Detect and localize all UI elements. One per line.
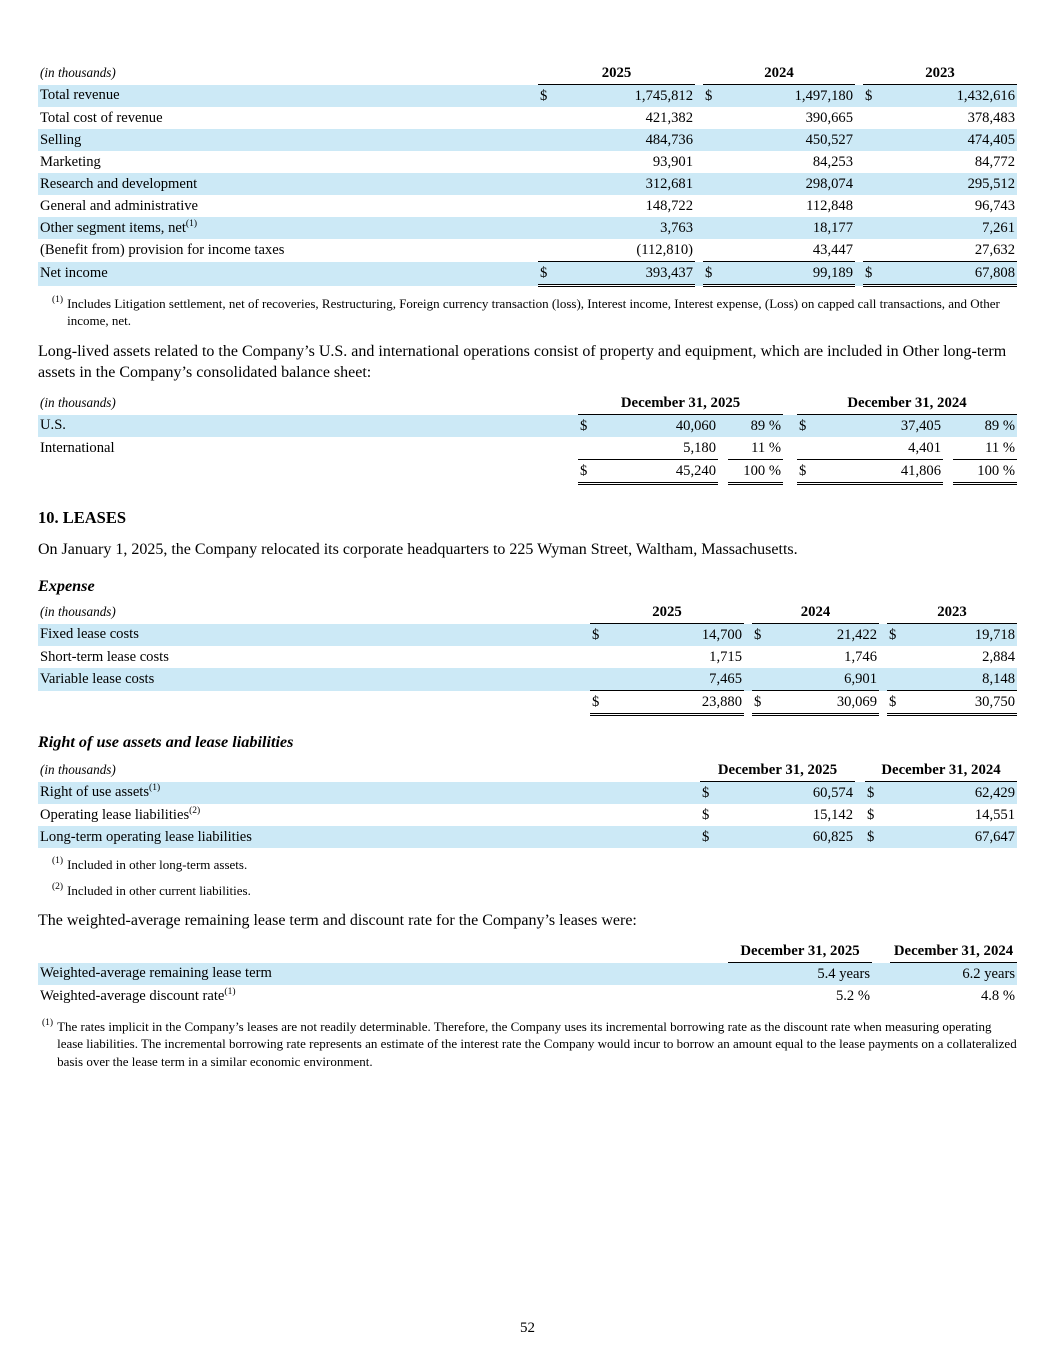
table-row [38, 85, 1017, 108]
cell-value: 450,527 [727, 129, 855, 151]
table-caption: (in thousands) [40, 762, 116, 778]
table-row [38, 173, 1017, 195]
cell-percent: 89 % [728, 415, 783, 438]
row-label: (Benefit from) provision for income taxes [40, 241, 285, 258]
cell-value: 18,177 [727, 217, 855, 239]
column-header-year: 2025 [590, 601, 744, 624]
cell-value: 474,405 [887, 129, 1017, 151]
dollar-sign: $ [702, 806, 710, 823]
table-row [38, 151, 1017, 173]
cell-value: 312,681 [562, 173, 695, 195]
dollar-sign: $ [865, 782, 891, 805]
footnote-text: Included in other long-term assets. [67, 857, 248, 873]
cell-value: 1,432,616 [887, 85, 1017, 108]
cell-value: 148,722 [645, 197, 693, 214]
cell-value: 37,405 [821, 415, 943, 438]
row-label: Long-term operating lease liabilities [38, 826, 700, 848]
cell-value: 295,512 [887, 173, 1017, 195]
lease-expense-table [38, 601, 1017, 716]
column-header-year: 2025 [538, 62, 695, 85]
dollar-sign: $ [700, 782, 726, 805]
dollar-sign: $ [865, 826, 891, 848]
row-label: Short-term lease costs [40, 648, 169, 665]
column-header-year: 2023 [863, 62, 1017, 85]
cell-value: 27,632 [887, 239, 1017, 262]
cell-value: (112,810) [562, 239, 695, 262]
leases-intro-paragraph: On January 1, 2025, the Company relocated its corporate headquarters to 225 Wyman Street, Waltham, Massachusetts. [38, 541, 798, 559]
dollar-sign: $ [863, 262, 887, 286]
cell-value: 4,401 [821, 437, 943, 460]
cell-value: 4.8 % [980, 987, 1015, 1004]
table-row [38, 437, 1017, 460]
cell-percent: 89 % [953, 415, 1017, 438]
cell-value: 45,240 [602, 460, 718, 484]
cell-value: 41,806 [821, 460, 943, 484]
row-label: Right of use assets$^{(1)}$ [38, 782, 700, 805]
cell-value: 14,551 [974, 806, 1015, 823]
cell-value: 6.2 years [890, 963, 1017, 986]
dollar-sign: $ [797, 460, 821, 484]
cell-value: 60,825 [726, 826, 855, 848]
dollar-sign: $ [578, 415, 602, 438]
row-label: Total revenue [38, 85, 538, 108]
cell-value: 21,422 [778, 624, 879, 647]
footnote-marker: (1) [42, 1018, 54, 1029]
row-label: Total cost of revenue [40, 109, 163, 126]
table-row [38, 217, 1017, 239]
table-row [38, 804, 1017, 826]
table-header-row [38, 940, 1017, 963]
dollar-sign: $ [578, 460, 602, 484]
row-label: Weighted-average discount rate$^{(1)}$ [40, 986, 236, 1004]
cell-value: 19,718 [913, 624, 1017, 647]
footnote-text: The rates implicit in the Company’s leases are not readily determinable. Therefore, the Company uses its incremental borrowing rate as the discount rate when measuring operating lease liabilities. The incremental borrowing rate represents an estimate of the interest rate the Company would incur to borrow an amount equal to the lease payments on a collateralized basis over the lease term in a similar economic environment. [57, 1019, 1017, 1069]
segment-results-table [38, 62, 1017, 287]
cell-value: 30,750 [913, 691, 1017, 715]
table-row [38, 985, 1017, 1007]
expense-subheading: Expense [38, 577, 95, 596]
row-label: Variable lease costs [38, 668, 590, 691]
table-row [38, 129, 1017, 151]
cell-value: 23,880 [616, 691, 744, 715]
column-header-date: December 31, 2024 [797, 392, 1017, 415]
leases-section-heading: 10. LEASES [38, 508, 127, 528]
cell-value: 6,901 [778, 668, 879, 691]
footnote [52, 882, 1017, 899]
dollar-sign: $ [538, 262, 562, 286]
column-header-date: December 31, 2024 [890, 940, 1017, 963]
rou-subheading: Right of use assets and lease liabilities [38, 733, 294, 752]
table-row [38, 239, 1017, 262]
page-number: 52 [520, 1320, 535, 1336]
cell-value: 7,261 [887, 217, 1017, 239]
table-row [38, 195, 1017, 217]
footnote-marker: (2) [52, 881, 64, 892]
cell-value: 67,647 [891, 826, 1017, 848]
footnote [52, 295, 1017, 330]
dollar-sign: $ [538, 85, 562, 108]
cell-value: 390,665 [805, 109, 853, 126]
dollar-sign: $ [703, 262, 727, 286]
table-header-row [38, 392, 1017, 415]
column-header-year: 2024 [703, 62, 855, 85]
dollar-sign: $ [752, 691, 778, 715]
row-label: Net income [38, 262, 538, 286]
cell-value: 67,808 [887, 262, 1017, 286]
footnote-text: Included in other current liabilities. [67, 882, 251, 898]
table-header-row [38, 601, 1017, 624]
cell-value: 5,180 [602, 437, 718, 460]
dollar-sign: $ [703, 85, 727, 108]
dollar-sign: $ [590, 624, 616, 647]
cell-value: 60,574 [726, 782, 855, 805]
cell-value: 99,189 [727, 262, 855, 286]
row-label: Fixed lease costs [38, 624, 590, 647]
page-content [38, 62, 1017, 1070]
weighted-average-table [38, 940, 1017, 1007]
cell-value: 1,746 [844, 648, 877, 665]
cell-percent: 100 % [728, 460, 783, 484]
footnote-marker: (1) [149, 783, 161, 794]
cell-value: 40,060 [602, 415, 718, 438]
row-label: Marketing [40, 153, 101, 170]
cell-value: 15,142 [812, 806, 853, 823]
table-header-row [38, 759, 1017, 782]
table-row [38, 646, 1017, 668]
cell-value: 84,772 [974, 153, 1015, 170]
table-row [38, 624, 1017, 647]
cell-value: 5.4 years [728, 963, 872, 986]
cell-value: 2,884 [982, 648, 1015, 665]
dollar-sign: $ [863, 85, 887, 108]
cell-value: 62,429 [891, 782, 1017, 805]
dollar-sign: $ [887, 691, 913, 715]
row-label: Selling [38, 129, 538, 151]
table-row [38, 963, 1017, 986]
row-label: Research and development [38, 173, 538, 195]
table-total-row [38, 262, 1017, 286]
table-caption: (in thousands) [40, 395, 116, 411]
column-header-date: December 31, 2025 [700, 759, 855, 782]
row-label: Other segment items, net$^{(1)}$ [38, 217, 538, 239]
cell-value: 484,736 [562, 129, 695, 151]
table-header-row [38, 62, 1017, 85]
dollar-sign: $ [797, 415, 821, 438]
footnote-marker: (1) [185, 218, 197, 229]
cell-value: 298,074 [727, 173, 855, 195]
cell-value: 378,483 [967, 109, 1015, 126]
table-row [38, 668, 1017, 691]
cell-value: 1,497,180 [727, 85, 855, 108]
cell-value: 7,465 [616, 668, 744, 691]
dollar-sign: $ [700, 826, 726, 848]
cell-value: 393,437 [562, 262, 695, 286]
cell-value: 5.2 % [835, 987, 870, 1004]
longlived-paragraph: Long-lived assets related to the Company’s U.S. and international operations consist of property and equipment, which are included in Other long-term assets in the Company’s consolidated balance sheet: [38, 342, 1007, 381]
footnote-text: Includes Litigation settlement, net of recoveries, Restructuring, Foreign currency transaction (loss), Interest income, Interest expense, (Loss) on capped call transactions, and Other income, net. [67, 296, 1000, 329]
row-label: International [40, 439, 115, 456]
cell-value: 93,901 [652, 153, 693, 170]
rou-table [38, 759, 1017, 848]
row-label: General and administrative [40, 197, 199, 214]
cell-value: 8,148 [913, 668, 1017, 691]
table-row [38, 782, 1017, 805]
table-row [38, 826, 1017, 848]
column-header-year: 2023 [887, 601, 1017, 624]
column-header-year: 2024 [752, 601, 879, 624]
cell-value: 421,382 [645, 109, 693, 126]
row-label: Weighted-average remaining lease term [38, 963, 728, 986]
cell-percent: 100 % [953, 460, 1017, 484]
table-caption: (in thousands) [40, 604, 116, 620]
cell-percent: 11 % [953, 437, 1017, 460]
footnote-marker: (1) [52, 295, 64, 305]
cell-value: 1,715 [709, 648, 742, 665]
cell-value: 43,447 [727, 239, 855, 262]
cell-value: 3,763 [562, 217, 695, 239]
footnote [42, 1018, 1017, 1070]
cell-value: 30,069 [778, 691, 879, 715]
footnote-marker: (1) [52, 856, 64, 867]
dollar-sign: $ [590, 691, 616, 715]
cell-value: 1,745,812 [562, 85, 695, 108]
cell-percent: 11 % [728, 437, 783, 460]
table-total-row [38, 691, 1017, 715]
column-header-date: December 31, 2025 [578, 392, 783, 415]
table-total-row [38, 460, 1017, 484]
row-label: Operating lease liabilities$^{(2)}$ [40, 805, 201, 823]
footnote-marker: (1) [224, 986, 236, 997]
footnote-marker: (2) [189, 805, 201, 816]
longlived-assets-table [38, 392, 1017, 485]
table-row [38, 107, 1017, 129]
row-label: U.S. [38, 415, 578, 438]
table-caption: (in thousands) [40, 65, 116, 81]
dollar-sign: $ [867, 806, 875, 823]
dollar-sign: $ [887, 624, 913, 647]
column-header-date: December 31, 2024 [865, 759, 1017, 782]
cell-value: 112,848 [806, 197, 853, 214]
cell-value: 96,743 [974, 197, 1015, 214]
table-row [38, 415, 1017, 438]
weighted-average-paragraph: The weighted-average remaining lease term and discount rate for the Company’s leases were: [38, 911, 637, 929]
column-header-date: December 31, 2025 [728, 940, 872, 963]
dollar-sign: $ [752, 624, 778, 647]
cell-value: 84,253 [812, 153, 853, 170]
cell-value: 14,700 [616, 624, 744, 647]
footnote [52, 856, 1017, 873]
